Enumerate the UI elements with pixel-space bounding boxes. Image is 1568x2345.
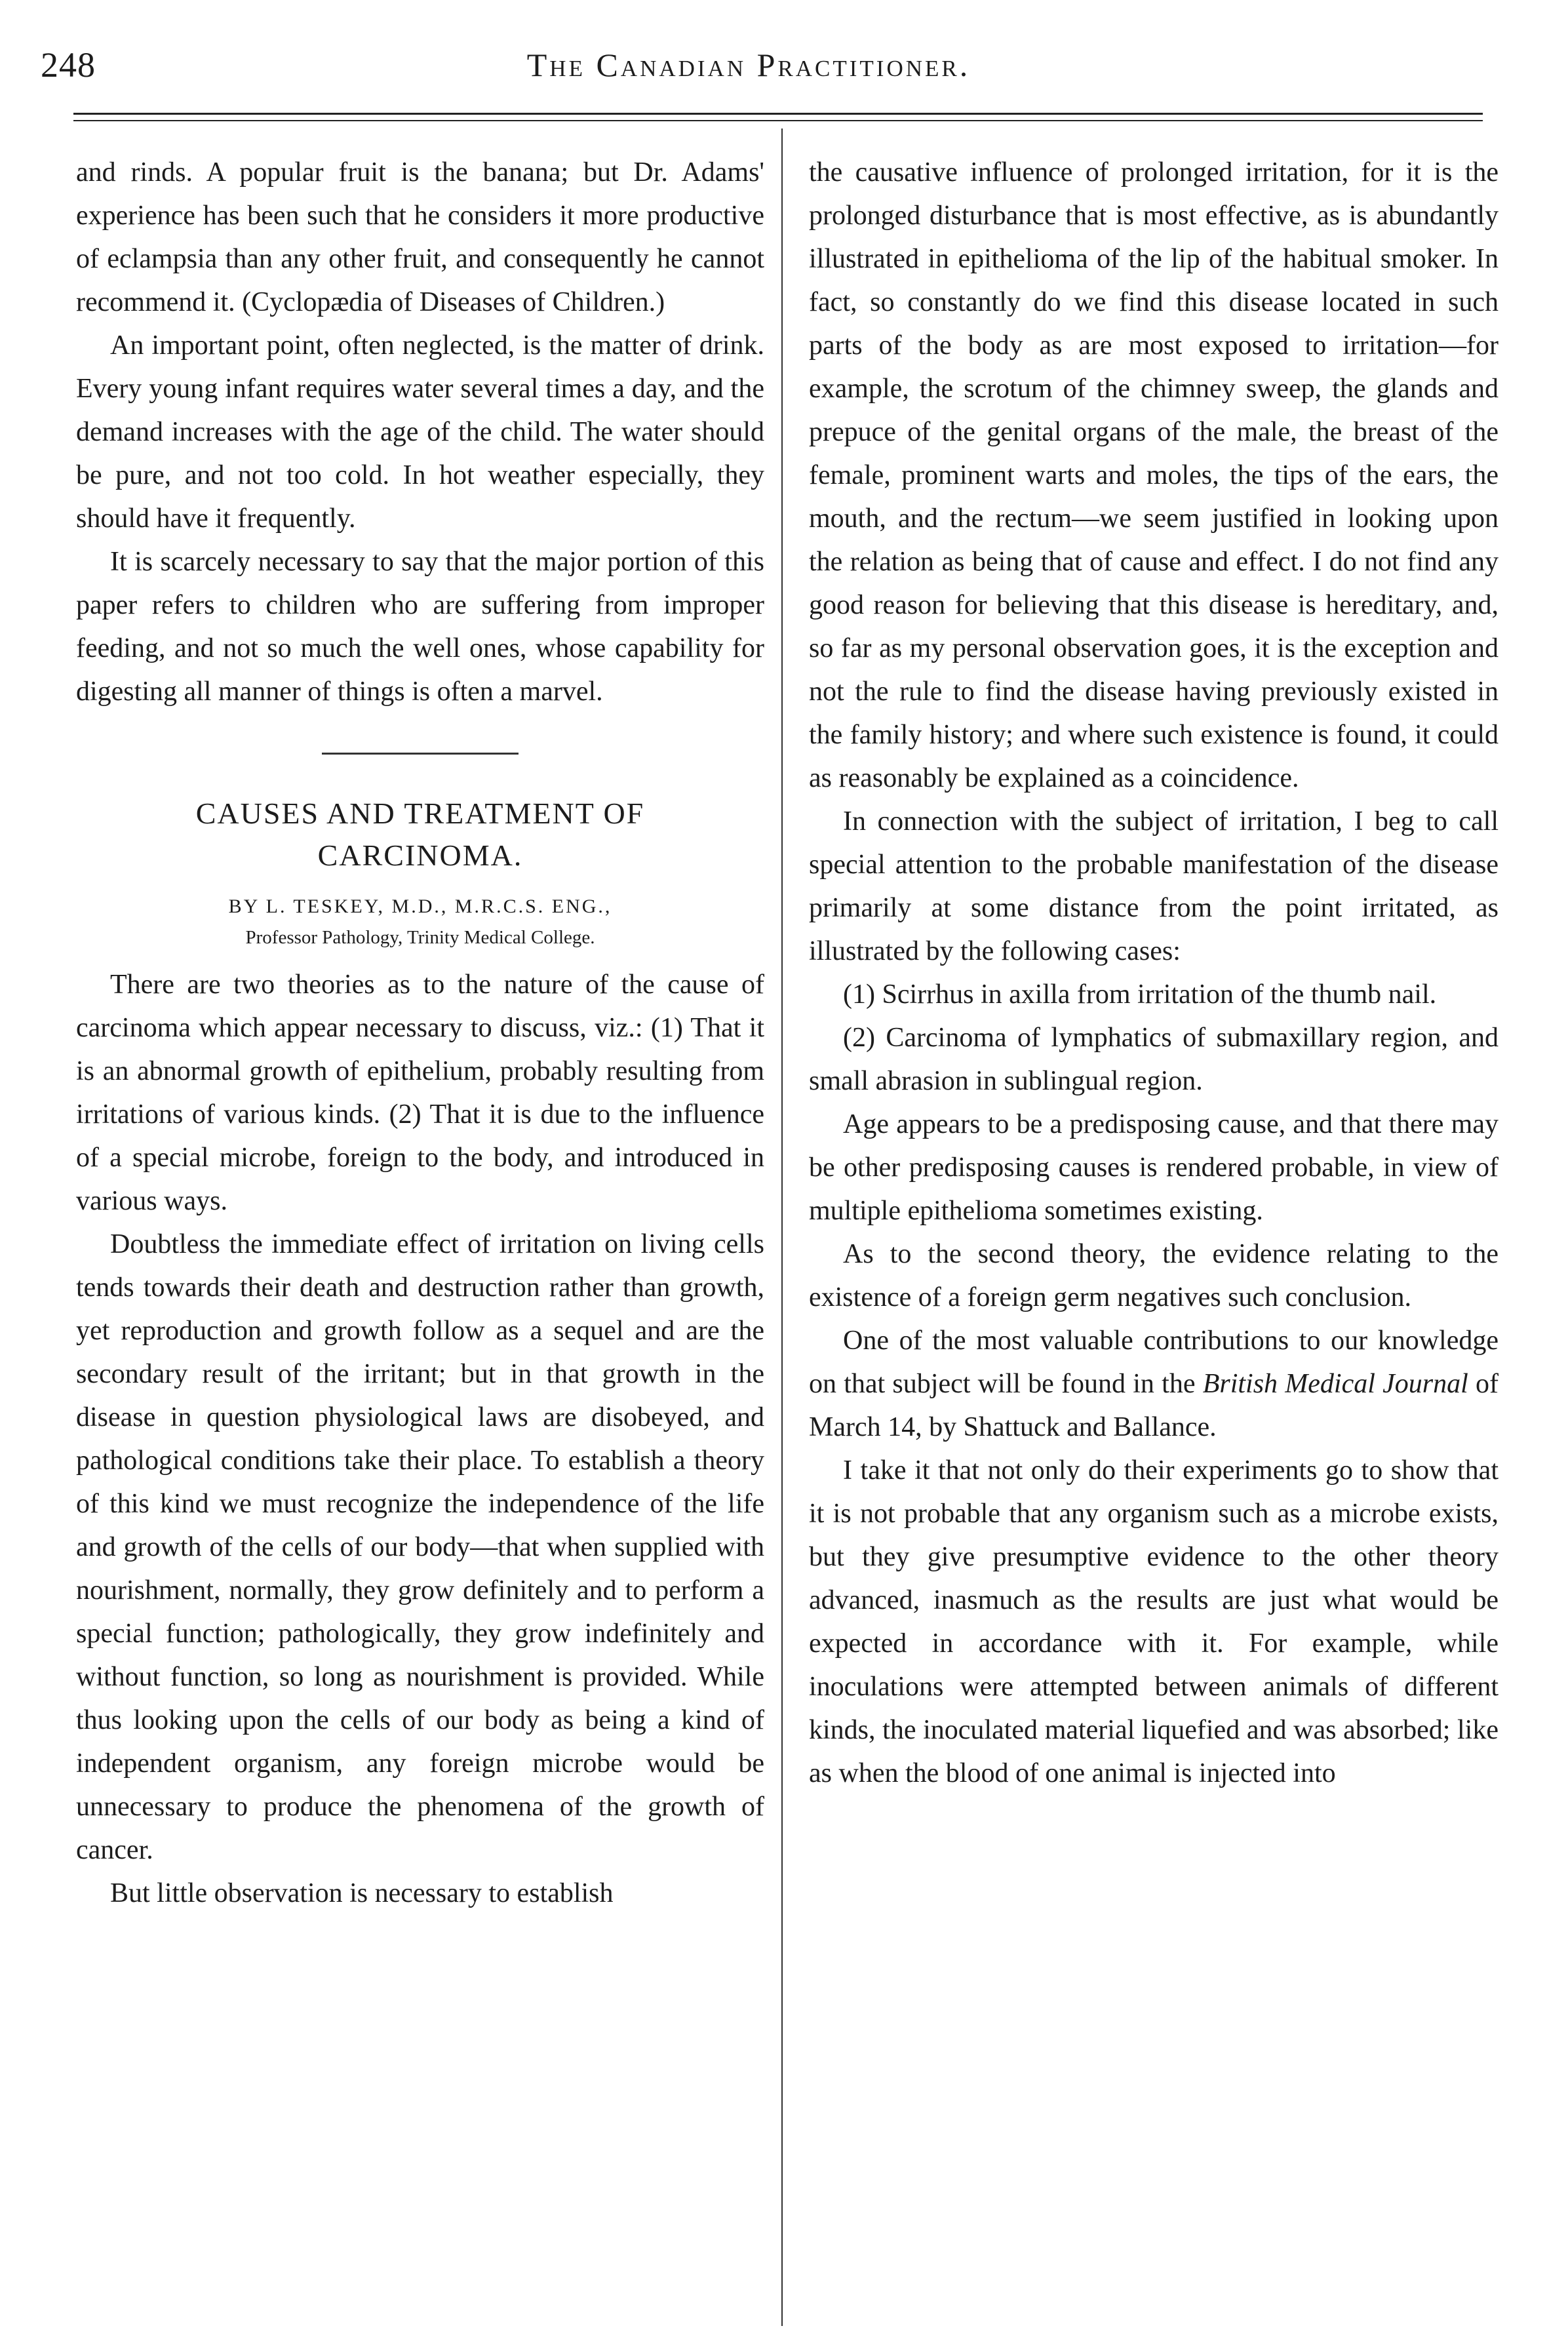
running-title: The Canadian Practitioner. [526, 47, 971, 83]
paragraph-journal-reference [809, 1319, 1499, 1449]
journal-title: British Medical Journal [1202, 1369, 1468, 1399]
paragraph: There are two theories as to the nature of the cause of carcinoma which appear necessary to discuss, viz.: (1) That it is an abnormal growth of epithelium, probably resulting from irritations of various kinds. (2) That it is due to the influence of a special microbe, foreign to the body, and introduced in various ways. [76, 970, 764, 1216]
paragraph: Age appears to be a predisposing cause, and that there may be other predisposing causes is rendered probable, in view of multiple epithelioma sometimes existing. [809, 1109, 1499, 1226]
paragraph: (1) Scirrhus in axilla from irritation of the thumb nail. [843, 979, 1437, 1010]
paragraph: But little observation is necessary to establish [110, 1878, 614, 1908]
paragraph: I take it that not only do their experiments go to show that it is not probable that any organism such as a microbe exists, but they give presumptive evidence to the other theory advanced, inasmuch as the results are just what would be expected in accordance with it. For example, while inoculations were attempted between animals of different kinds, the inoculated material liquefied and was absorbed; like as when the blood of one animal is injected into [809, 1455, 1499, 1788]
paragraph: the causative influence of prolonged irritation, for it is the prolonged disturbance that is most effective, as is abundantly illustrated in epithelioma of the lip of the habitual smoker. In fact, so constantly do we find this disease located in such parts of the body as are most exposed to irritation—for example, the scrotum of the chimney sweep, the glands and prepuce of the genital organs of the male, the breast of the female, prominent warts and moles, the tips of the ears, the mouth, and the rectum—we seem justified in looking upon the relation as being that of cause and effect. I do not find any good reason for believing that this disease is hereditary, and, so far as my personal observation goes, it is the exception and not the rule to find the disease having previously existed in the family history; and where such existence is found, it could as reasonably be explained as a coincidence. [809, 157, 1499, 793]
text-run: of March 14, by Shattuck and Ballance. [809, 1369, 1499, 1442]
text-run: One of the most valuable contributions to our knowledge on that subject will be found in the [809, 1326, 1499, 1399]
header-rule-secondary [73, 120, 1483, 121]
column-divider [781, 128, 783, 2326]
right-column [809, 151, 1499, 1795]
page-number: 248 [41, 45, 96, 85]
paragraph: As to the second theory, the evidence relating to the existence of a foreign germ negatives such conclusion. [809, 1239, 1499, 1312]
author-affiliation: Professor Pathology, Trinity Medical College. [245, 927, 595, 948]
article-byline: BY L. TESKEY, M.D., M.R.C.S. ENG., [228, 896, 612, 917]
header-rule [73, 113, 1483, 115]
paragraph: Doubtless the immediate effect of irritation on living cells tends towards their death and destruction rather than growth, yet reproduction and growth follow as a sequel and are the secondary result of the irritant; but in that growth in the disease in question physiological laws are disobeyed, and pathological conditions take their place. To establish a theory of this kind we must recognize the independence of the life and growth of the cells of our body—that when supplied with nourishment, normally, they grow definitely and to perform a special function; pathologically, they grow indefinitely and without function, so long as nourishment is provided. While thus looking upon the cells of our body as being a kind of independent organism, any foreign microbe would be unnecessary to produce the phenomena of the growth of cancer. [76, 1229, 764, 1865]
paragraph: and rinds. A popular fruit is the banana; but Dr. Adams' experience has been such that he considers it more productive of eclampsia than any other fruit, and consequently he cannot recommend it. (Cyclopædia of Diseases of Children.) [76, 157, 764, 317]
paragraph: In connection with the subject of irritation, I beg to call special attention to the probable manifestation of the disease primarily at some distance from the point irritated, as illustrated by the following cases: [809, 806, 1499, 966]
paragraph: It is scarcely necessary to say that the major portion of this paper refers to children who are suffering from improper feeding, and not so much the well ones, whose capability for digesting all manner of things is often a marvel. [76, 547, 764, 707]
page-header [34, 45, 1463, 104]
paragraph: An important point, often neglected, is the matter of drink. Every young infant requires water several times a day, and the demand increases with the age of the child. The water should be pure, and not too cold. In hot weather especially, they should have it frequently. [76, 330, 764, 534]
paragraph: (2) Carcinoma of lymphatics of submaxillary region, and small abrasion in sublingual region. [809, 1023, 1499, 1096]
article-title: CAUSES AND TREATMENT OF CARCINOMA. [195, 797, 645, 872]
left-column [76, 151, 764, 1915]
section-separator [322, 753, 519, 755]
